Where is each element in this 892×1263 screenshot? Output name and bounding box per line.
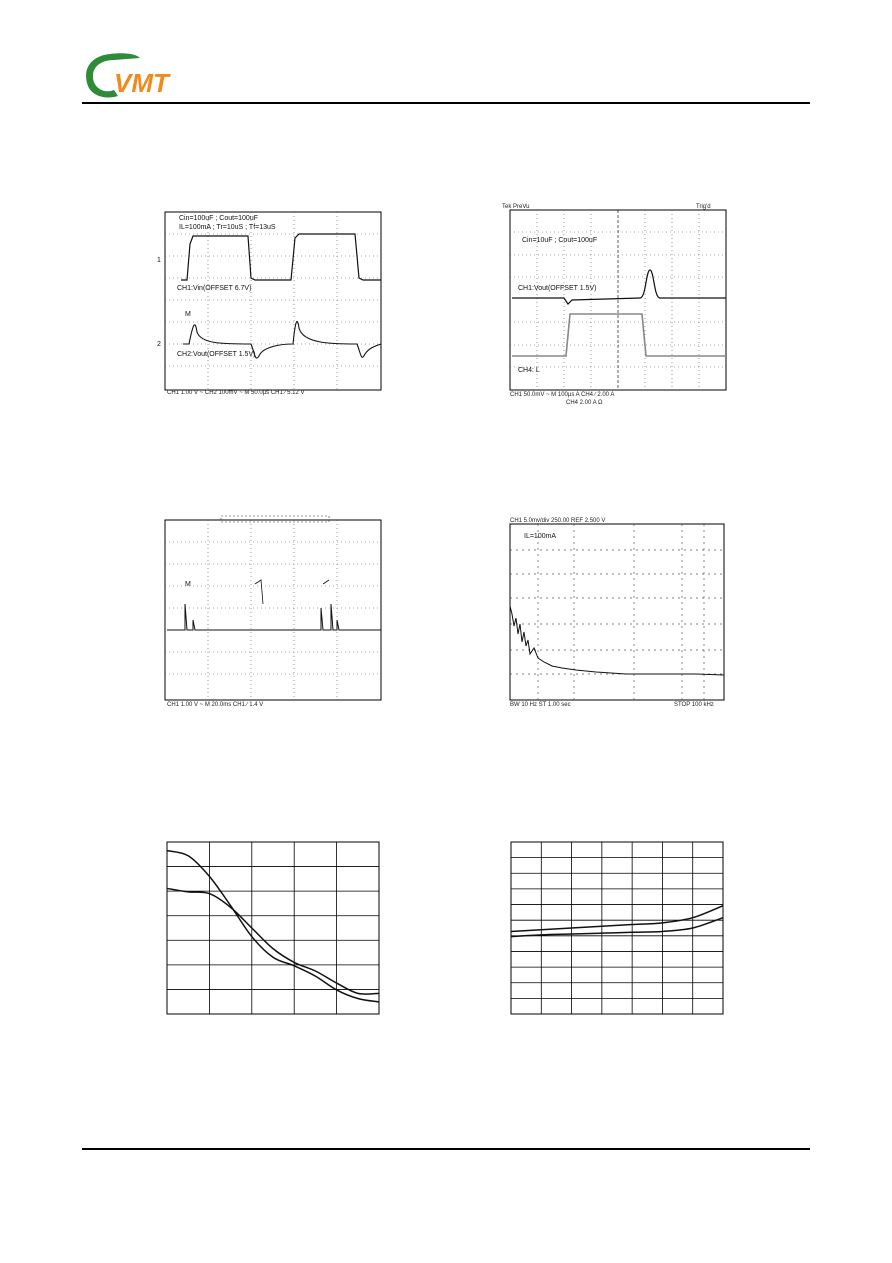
scope-line-transient: [157, 204, 385, 396]
scope-load-transient: [500, 200, 730, 406]
scope1-marker-m: M: [185, 311, 191, 318]
footer-rule: [82, 1148, 810, 1150]
scope-pulse: [163, 512, 385, 708]
scope2-status: CH1 50.0mV ~ M 100µs A CH4 ∕ 2.00 A: [510, 392, 615, 398]
chart-2: [510, 841, 726, 1017]
scope1-title-2: IL=100mA ; Tr=10uS ; Tf=13uS: [179, 224, 276, 231]
scope3-marker: M: [185, 581, 191, 588]
scope2-title: Cin=10uF ; Cout=100uF: [522, 237, 598, 244]
svg-text:VMT: VMT: [114, 68, 169, 98]
scope1-marker-2: 2: [157, 341, 161, 348]
scope2-top-right: Trig'd: [696, 204, 711, 210]
scope2-ch4-label: CH4: L: [518, 367, 540, 374]
scope1-marker-1: 1: [157, 257, 161, 264]
chart-1-plot: [166, 841, 382, 1017]
scope3-status: CH1 1.00 V ~ M 20.0ms CH1 ∕ 1.4 V: [167, 702, 264, 708]
scope1-ch1-label: CH1:Vin(OFFSET 6.7V): [177, 285, 252, 292]
spectrum-header: CH1 5.0mv/div 250.00 REF 2.500 V: [510, 518, 606, 524]
scope1-ch2-label: CH2:Vout(OFFSET 1.5V): [177, 351, 256, 358]
spectrum-label: IL=100mA: [524, 533, 557, 540]
noise-spectrum: [496, 514, 728, 710]
chart-2-plot: [510, 841, 726, 1017]
company-logo: [80, 48, 170, 102]
spectrum-footer-right: STOP 100 kHz: [674, 702, 714, 708]
chart-1: [166, 841, 382, 1017]
scope1-title-1: Cin=100uF ; Cout=100uF: [179, 215, 258, 222]
scope2-ch1-label: CH1:Vout(OFFSET 1.5V): [518, 285, 597, 292]
scope2-status2: CH4 2.00 A Ω: [566, 400, 603, 406]
header-rule: [82, 102, 810, 104]
scope1-status: CH1 1.00 V ~ CH2 100mV ~ M 50.0µs CH1 ∕ 5.12 V: [167, 390, 305, 396]
spectrum-footer-left: BW 10 Hz ST 1.00 sec: [510, 702, 571, 708]
scope2-top-left: Tek PreVu: [502, 204, 530, 210]
